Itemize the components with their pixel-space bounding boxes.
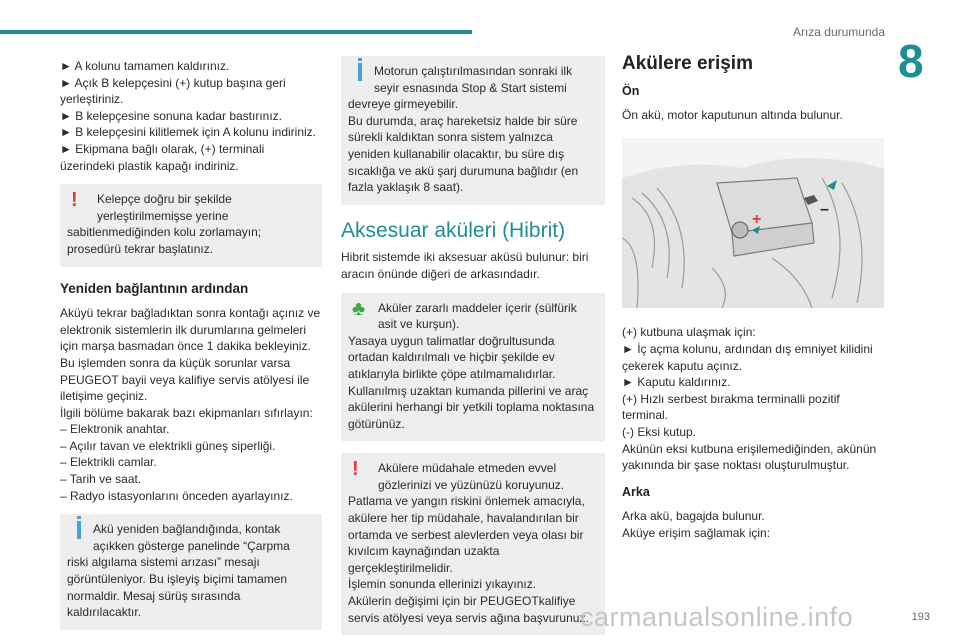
column-2 (341, 56, 605, 635)
eco-text: Aküler zararlı maddeler içerir (sülfürik asit ve kurşun). (378, 300, 577, 332)
step-line: ► İç açma kolunu, ardından dış emniyet kilidini çekerek kaputu açınız. (622, 341, 873, 373)
paragraph: (+) kutbuna ulaşmak için: (622, 325, 756, 340)
paragraph: Ön akü, motor kaputunun altında bulunur. (622, 108, 843, 123)
list-item: – Elektrikli camlar. (60, 455, 157, 470)
chapter-number: 8 (898, 35, 924, 87)
list-item: – Tarih ve saat. (60, 472, 142, 487)
paragraph: (+) Hızlı serbest bırakma terminalli pozitif terminal. (622, 391, 840, 423)
paragraph: (-) Eksi kutup. (622, 424, 697, 439)
info-text: riski algılama sistemi arızası” mesajı görüntüleniyor. Bu işleyiş biçimi tamamen normaldir. Mesaj sürüş sırasında kaldırılacaktır. (67, 555, 288, 620)
subheading-front: Ön (622, 83, 640, 98)
paragraph: Bu işlemden sonra da küçük sorunlar varsa PEUGEOT bayii veya kalifiye servis atölyesi ile iletişime geçiniz. (60, 355, 310, 404)
subheading-rear: Arka (622, 484, 650, 499)
info-icon (77, 521, 81, 539)
eco-box (341, 293, 605, 442)
step-line: ► A kolunu tamamen kaldırınız. (60, 59, 230, 73)
info-text: devreye girmeyebilir. Bu durumda, araç hareketsiz halde bir süre sürekli kaldıktan sonra sistem yalnızca yeniden kullanabilir olacaktır, bu süre dış sıcaklığa ve akü şarj durumuna bağlıdır (en fazla yaklaşık 8 saat). (348, 97, 579, 195)
plus-label: + (752, 210, 762, 228)
info-text: Motorun çalıştırılmasından sonraki ilk seyir esnasında Stop & Start sistemi (374, 64, 573, 95)
page-title: Akülere erişim (622, 53, 753, 74)
section-heading: Aksesuar aküleri (Hibrit) (341, 218, 566, 242)
column-3 (622, 53, 884, 542)
paragraph: Arka akü, bagajda bulunur. (622, 509, 765, 524)
warning-icon: ! (71, 189, 78, 212)
list-item: – Elektronik anahtar. (60, 422, 170, 437)
section-heading: Yeniden bağlantının ardından (60, 280, 249, 296)
list-item: – Radyo istasyonlarını önceden ayarlayınız. (60, 488, 293, 503)
paragraph: Aküyü tekrar bağladıktan sonra kontağı açınız ve elektronik sistemlerin ilk durumlarına gelmeleri için marşa basmadan önce 1 dakika bekleyiniz. (60, 306, 321, 354)
paragraph: Aküye erişim sağlamak için: (622, 525, 771, 540)
step-line: ► B kelepçesini kilitlemek için A kolunu indiriniz. (60, 125, 316, 140)
minus-label: – (820, 200, 829, 218)
paragraph: Hibrit sistemde iki aksesuar aküsü bulunur: biri aracın önünde diğeri de arkasındadır. (341, 250, 589, 281)
header-accent-bar (0, 30, 472, 34)
info-box (60, 514, 322, 630)
watermark: carmanualsonline.info (580, 602, 854, 632)
page-number: 193 (911, 611, 930, 623)
step-line: ► B kelepçesine sonuna kadar bastırınız. (60, 108, 282, 123)
info-icon (358, 63, 362, 81)
info-box (341, 56, 605, 205)
eco-text: Yasaya uygun talimatlar doğrultusunda ortadan kaldırılmalı ve hiçbir şekilde ev atıklarıyla birlikte çöpe atılmamalıdırlar. Kullanılmış uzaktan kumanda pillerini ve araç akülerini herhangi bir yetkili toplama noktasına götürünüz. (348, 333, 595, 431)
column-1 (60, 58, 322, 630)
paragraph: İlgili bölüme bakarak bazı ekipmanları sıfırlayın: (60, 405, 313, 420)
warning-text: Akülere müdahale etmeden evvel gözlerinizi ve yüzünüzü koruyunuz. (378, 461, 565, 492)
warning-icon: ! (352, 458, 359, 481)
warning-text: Patlama ve yangın riskini önlemek amacıyla, akülere her tip müdahale, havalandırılan bir ortamda ve serbest alevlerden veya olası bir kıvılcım kaynağından uzakta gerçekleştirilmelidir. İşlemin sonunda ellerinizi yıkayınız. Akülerin değişimi için bir PEUGEOTkalifiye servis atölyesi veya servis ağına başvurunuz. (348, 494, 589, 625)
section-title: Arıza durumunda (792, 25, 885, 39)
step-line: ► Açık B kelepçesini (+) kutup başına geri yerleştiriniz. (60, 75, 286, 107)
paragraph: Akünün eksi kutbuna erişilemediğinden, akünün yakınında bir şase noktası oluşturulmuştur. (622, 441, 877, 473)
warning-box (60, 184, 322, 266)
step-line: ► Kaputu kaldırınız. (622, 375, 731, 390)
warning-box (341, 453, 605, 635)
step-line: ► Ekipmana bağlı olarak, (+) terminali üzerindeki plastik kapağı indiriniz. (60, 141, 265, 173)
list-item: – Açılır tavan ve elektrikli güneş siperliği. (60, 438, 276, 453)
info-text: Akü yeniden bağlandığında, kontak açıkken gösterge panelinde “Çarpma (93, 522, 290, 553)
warning-text: Kelepçe doğru bir şekilde yerleştirilmemişse yerine (97, 192, 232, 223)
recycle-tree-icon: ♣ (352, 297, 366, 320)
battery-photo (622, 138, 884, 308)
warning-text: sabitlenmediğinden kolu zorlamayın; prosedürü tekrar başlatınız. (67, 225, 262, 256)
